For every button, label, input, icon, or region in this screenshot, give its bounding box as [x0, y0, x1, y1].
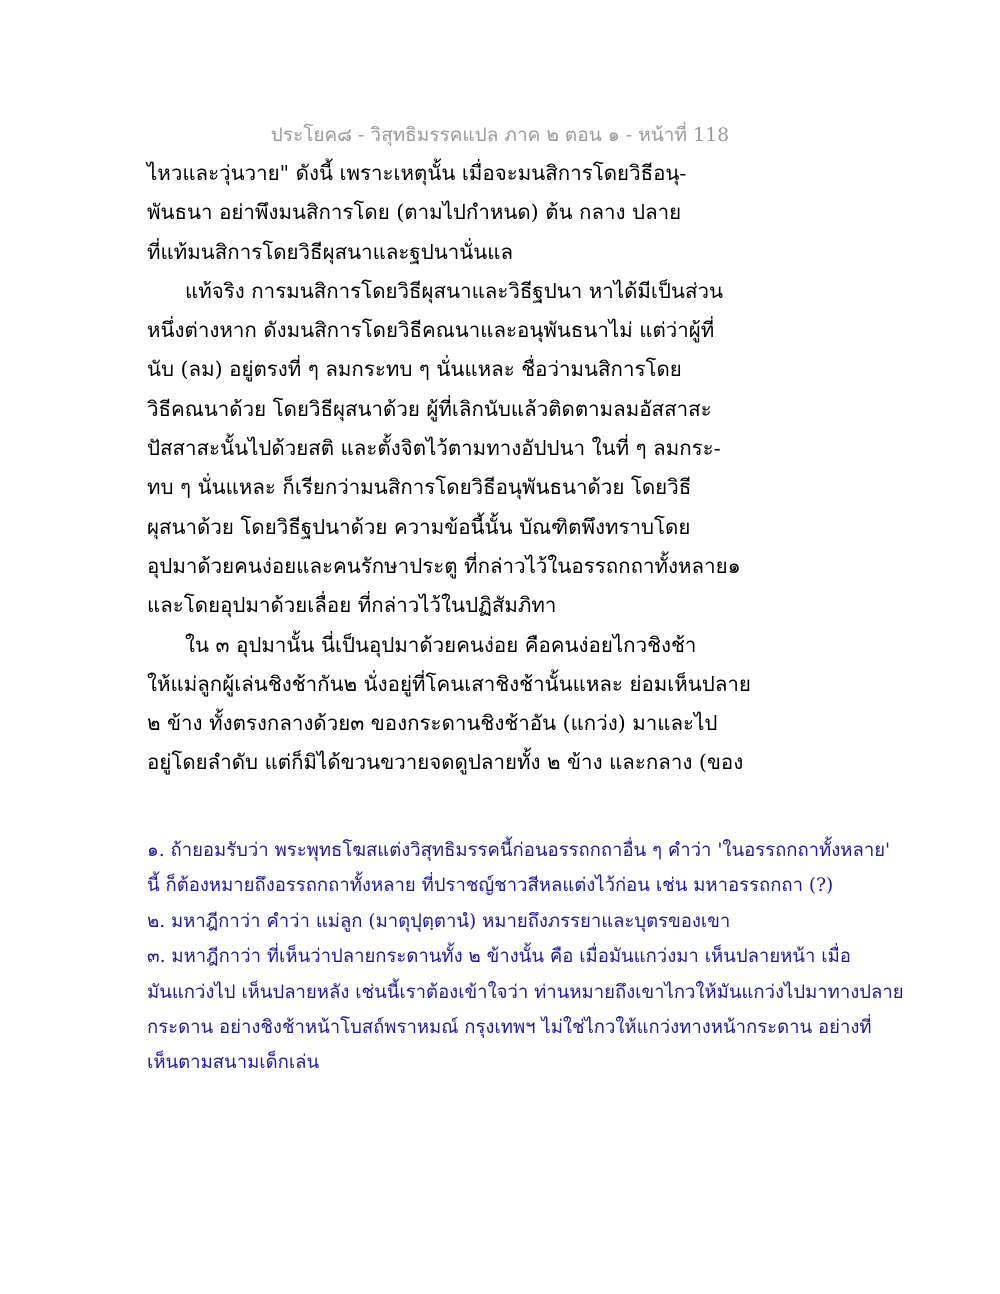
body-line: นับ (ลม) อยู่ตรงที่ ๆ ลมกระทบ ๆ นั่นแหละ ชื่อว่ามนสิการโดย: [147, 357, 682, 382]
body-line: และโดยอุปมาด้วยเลื่อย ที่กล่าวไว้ในปฏิสัมภิทา: [147, 593, 557, 618]
body-line: พันธนา อย่าพึงมนสิการโดย (ตามไปกำหนด) ต้น กลาง ปลาย: [147, 200, 682, 225]
footnote-line: ๑. ถ้ายอมรับว่า พระพุทธโฆสแต่งวิสุทธิมรรคนี้ก่อนอรรถกถาอื่น ๆ คำว่า 'ในอรรถกถาทั้งหลาย': [147, 840, 891, 861]
paragraph-start-line: แท้จริง การมนสิการโดยวิธีผุสนาและวิธีฐปนา หาได้มีเป็นส่วน: [185, 278, 723, 303]
footnotes: [147, 836, 904, 1084]
body-line: หนึ่งต่างหาก ดังมนสิการโดยวิธีคณนาและอนุพันธนาไม่ แต่ว่าผู้ที่: [147, 318, 715, 343]
running-header: ประโยค๘ - วิสุทธิมรรคแปล ภาค ๒ ตอน ๑ - หน้าที่ 118: [270, 124, 730, 146]
paragraph-start-line: ใน ๓ อุปมานั้น นี่เป็นอุปมาด้วยคนง่อย คือคนง่อยไกวชิงช้า: [185, 632, 697, 657]
footnote-line: กระดาน อย่างชิงช้าหน้าโบสถ์พราหมณ์ กรุงเทพฯ ไม่ใช่ไกวให้แกว่งทางหน้ากระดาน อย่างที่: [147, 1016, 872, 1038]
body-line: ให้แม่ลูกผู้เล่นชิงช้ากัน๒ นั่งอยู่ที่โคนเสาชิงช้านั้นแหละ ย่อมเห็นปลาย: [147, 671, 751, 696]
footnote-line: มันแกว่งไป เห็นปลายหลัง เช่นนี้เราต้องเข้าใจว่า ท่านหมายถึงเขาไกวให้มันแกว่งไปมาทางปลาย: [147, 981, 904, 1003]
body-line: ไหวและวุ่นวาย" ดังนี้ เพราะเหตุนั้น เมื่อจะมนสิการโดยวิธีอนุ-: [147, 161, 687, 185]
footnote-line: ๒. มหาฎีกาว่า คำว่า แม่ลูก (มาตุปุตฺตานํ) หมายถึงภรรยาและบุตรของเขา: [147, 910, 731, 932]
body-line: อยู่โดยลำดับ แต่ก็มิได้ขวนขวายจดดูปลายทั้ง ๒ ข้าง และกลาง (ของ: [147, 750, 744, 775]
footnote-line: นี้ ก็ต้องหมายถึงอรรถกถาทั้งหลาย ที่ปราชญ์ชาวสีหลแต่งไว้ก่อน เช่น มหาอรรถกถา (?): [147, 875, 834, 897]
body-line: ทบ ๆ นั่นแหละ ก็เรียกว่ามนสิการโดยวิธีอนุพันธนาด้วย โดยวิธี: [147, 475, 692, 500]
body-line: ๒ ข้าง ทั้งตรงกลางด้วย๓ ของกระดานชิงช้าอัน (แกว่ง) มาและไป: [147, 711, 718, 736]
body-line: วิธีคณนาด้วย โดยวิธีผุสนาด้วย ผู้ที่เลิกนับแล้วติดตามลมอัสสาสะ: [147, 396, 712, 421]
body-text: [147, 157, 847, 786]
body-line: ที่แท้มนสิการโดยวิธีผุสนาและฐปนานั่นแล: [147, 239, 514, 264]
body-line: อุปมาด้วยคนง่อยและคนรักษาประตู ที่กล่าวไว้ในอรรถกถาทั้งหลาย๑: [147, 553, 741, 578]
body-line: ปัสสาสะนั้นไปด้วยสติ และตั้งจิตไว้ตามทางอัปปนา ในที่ ๆ ลมกระ-: [147, 436, 721, 461]
body-line: ผุสนาด้วย โดยวิธีฐปนาด้วย ความข้อนี้นั้น บัณฑิตพึงทราบโดย: [147, 514, 691, 539]
footnote-line: เห็นตามสนามเด็กเล่น: [147, 1052, 320, 1074]
footnote-line: ๓. มหาฎีกาว่า ที่เห็นว่าปลายกระดานทั้ง ๒ ข้างนั้น คือ เมื่อมันแกว่งมา เห็นปลายหน้า เมื่อ: [147, 946, 851, 968]
